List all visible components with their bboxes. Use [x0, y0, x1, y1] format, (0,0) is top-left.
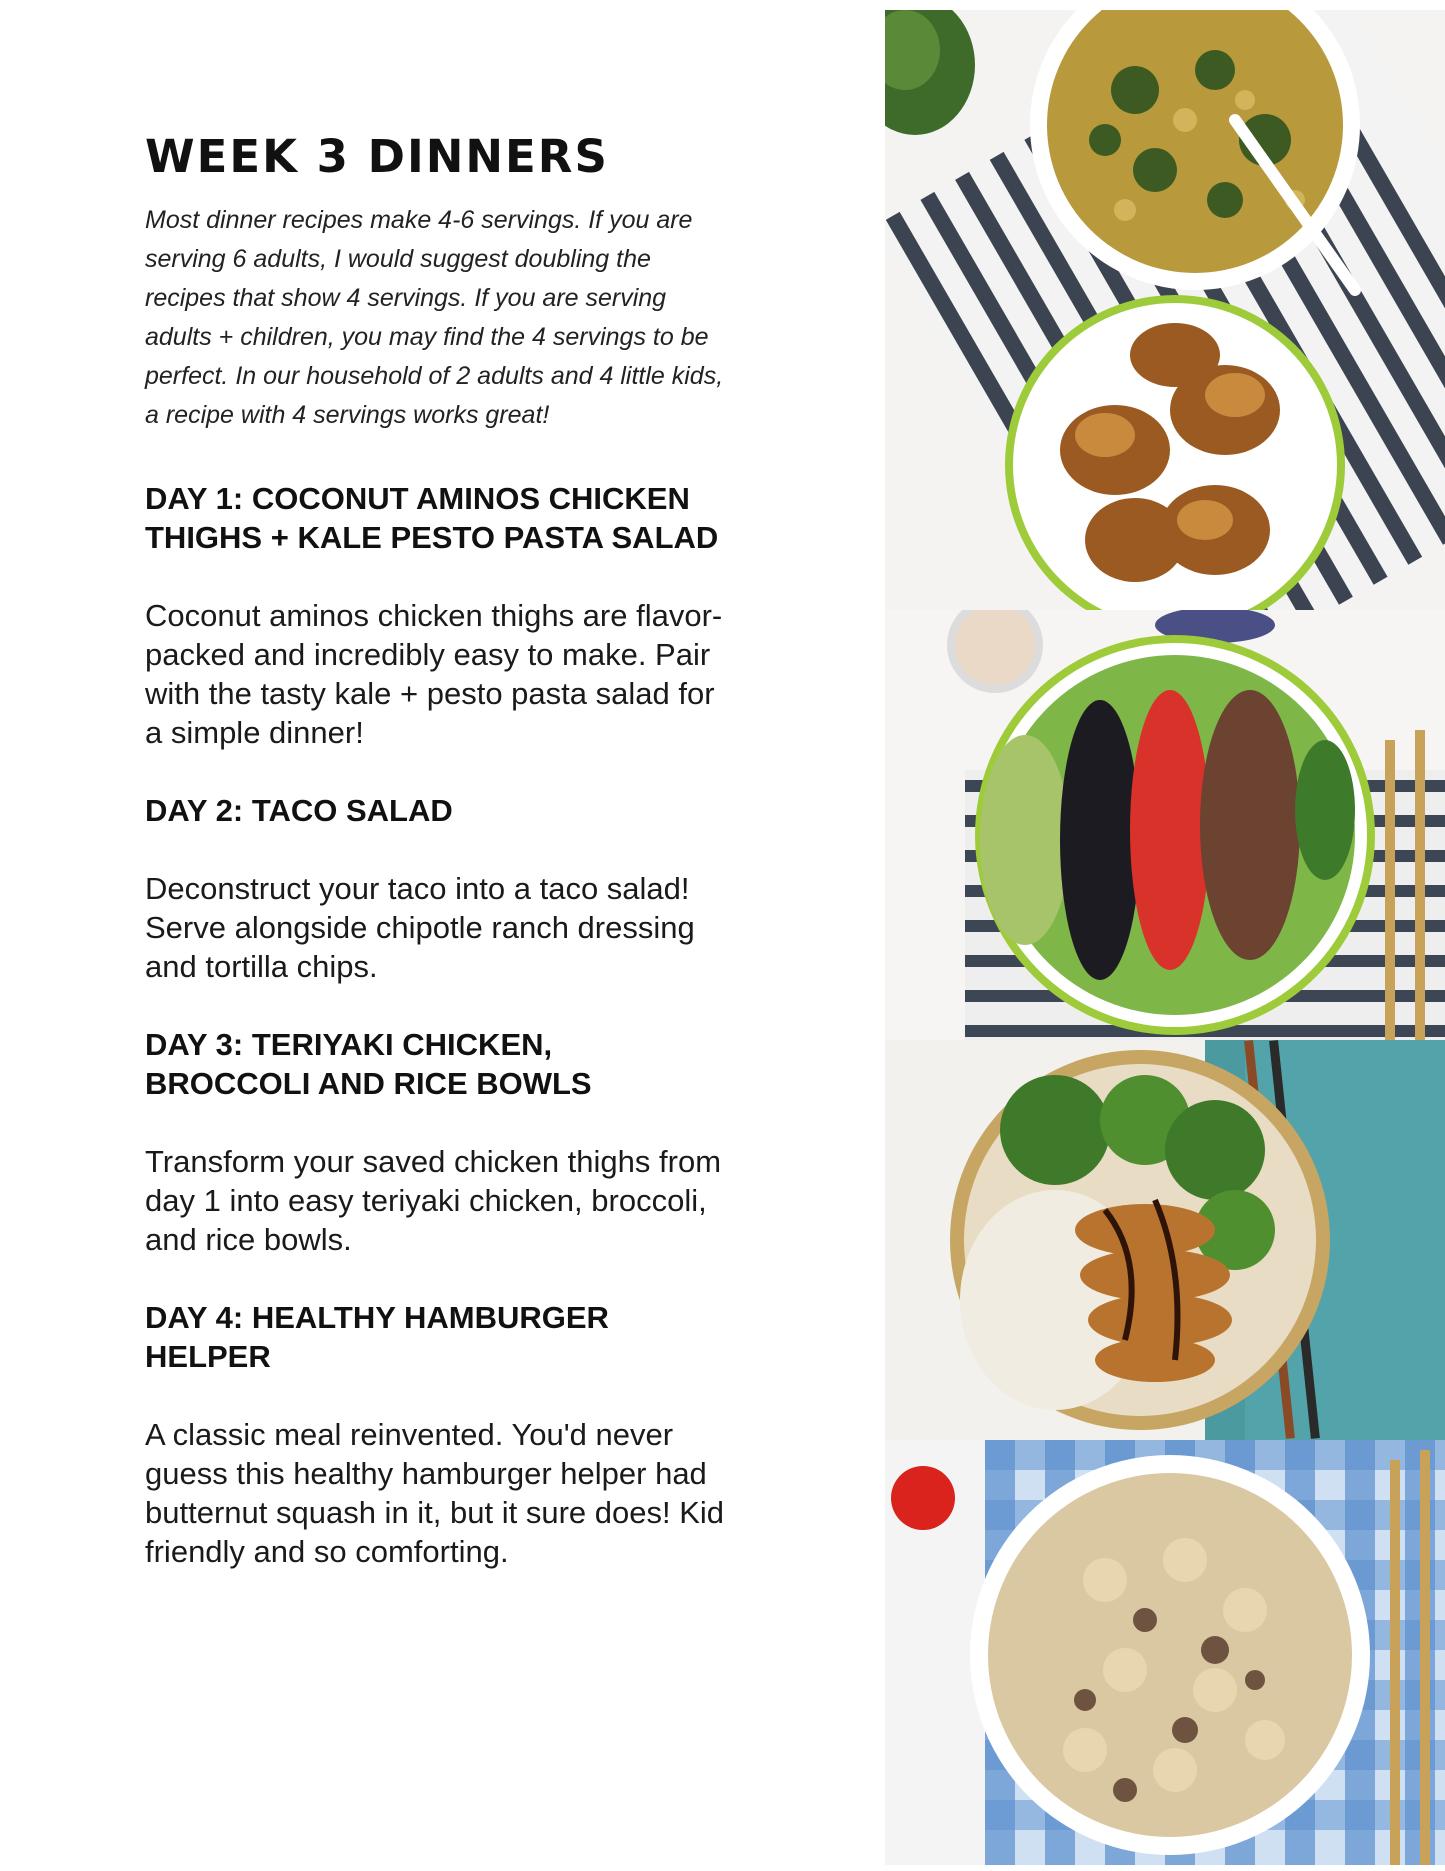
day-2-description: Deconstruct your taco into a taco salad! Serve alongside chipotle ranch dressing and tortilla chips.: [145, 871, 695, 984]
day-4-heading: DAY 4: HEALTHY HAMBURGER HELPER: [145, 1300, 609, 1374]
day-1-heading: DAY 1: COCONUT AMINOS CHICKEN THIGHS + KALE PESTO PASTA SALAD: [145, 481, 719, 555]
day-3-description: Transform your saved chicken thighs from day 1 into easy teriyaki chicken, broccoli, and rice bowls.: [145, 1144, 722, 1257]
taco-salad-photo: [885, 610, 1445, 1040]
photo-column: [885, 10, 1445, 1865]
text-column: [145, 130, 725, 1610]
pasta-salad-and-chicken-photo: [885, 10, 1445, 610]
teriyaki-bowl-photo: [885, 1040, 1445, 1440]
day-1-description: Coconut aminos chicken thighs are flavor-packed and incredibly easy to make. Pair with the tasty kale + pesto pasta salad for a simple dinner!: [145, 598, 723, 750]
hamburger-helper-photo: [885, 1440, 1445, 1865]
day-4-description: A classic meal reinvented. You'd never guess this healthy hamburger helper had butternut squash in it, but it sure does! Kid friendly and so comforting.: [145, 1417, 725, 1569]
day-3-heading: DAY 3: TERIYAKI CHICKEN, BROCCOLI AND RICE BOWLS: [145, 1027, 592, 1101]
intro-paragraph: Most dinner recipes make 4-6 servings. If you are serving 6 adults, I would suggest doubling the recipes that show 4 servings. If you are serving adults + children, you may find the 4 servings to be perfect. In our household of 2 adults and 4 little kids, a recipe with 4 servings works great!: [145, 206, 724, 429]
page-title: WEEK 3 DINNERS: [145, 130, 609, 183]
day-2-heading: DAY 2: TACO SALAD: [145, 793, 453, 828]
